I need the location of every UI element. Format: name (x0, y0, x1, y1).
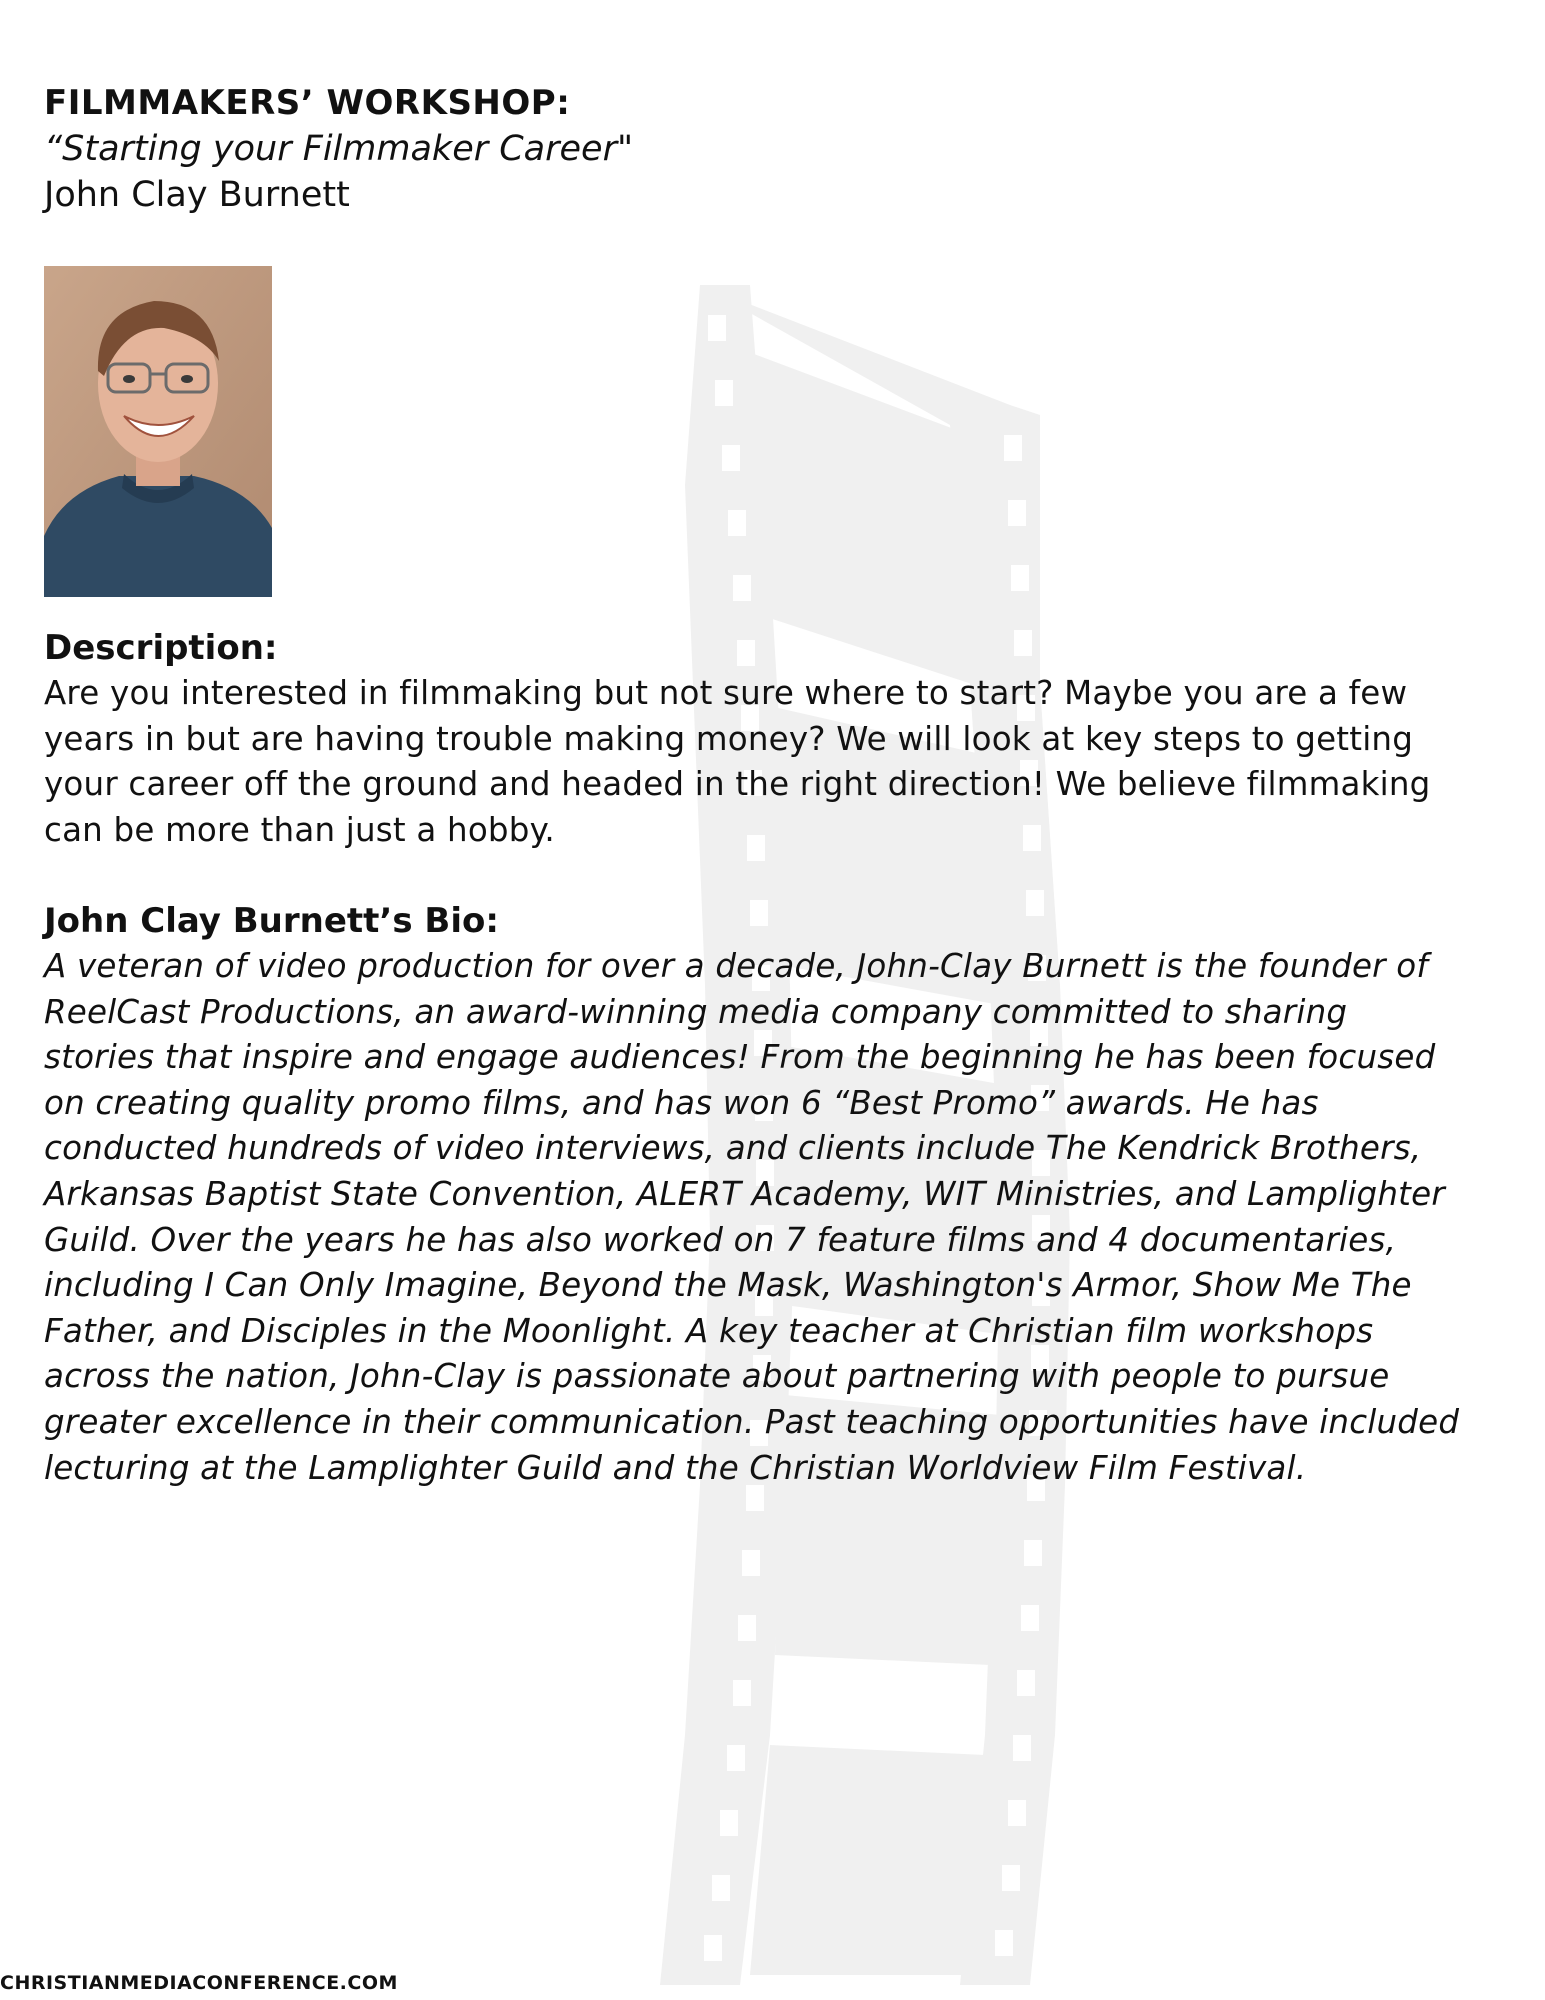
speaker-portrait-icon (44, 266, 272, 597)
speaker-name: John Clay Burnett (44, 175, 350, 215)
bio-heading: John Clay Burnett’s Bio: (44, 901, 499, 941)
workshop-title: FILMMAKERS’ WORKSHOP: (44, 83, 571, 123)
description-heading: Description: (44, 628, 278, 668)
document-content (44, 80, 1464, 1487)
footer-website: CHRISTIANMEDIACONFERENCE.COM (0, 1972, 398, 1994)
session-title: “Starting your Filmmaker Career" (44, 129, 634, 169)
bio-text: A veteran of video production for over a decade, John-Clay Burnett is the founder of ReelCast Productions, an award-winning media company committed to sharing stories that inspire and engage audiences! From the beginning he has been focused on creating quality promo films, and has won 6 “Best Promo” awards. He has conducted hundreds of video interviews, and clients include The Kendrick Brothers, Arkansas Baptist State Convention, ALERT Academy, WIT Ministries, and Lamplighter Guild. Over the years he has also worked on 7 feature films and 4 documentaries, including I Can Only Imagine, Beyond the Mask, Washington's Armor, Show Me The Father, and Disciples in the Moonlight. A key teacher at Christian film workshops across the nation, John-Clay is passionate about partnering with people to pursue greater excellence in their communication. Past teaching opportunities have included lecturing at the Lamplighter Guild and the Christian Worldview Film Festival. (44, 947, 1460, 1487)
description-text: Are you interested in filmmaking but not sure where to start? Maybe you are a few years in but are having trouble making money? We will look at key steps to getting your career off the ground and headed in the right direction! We believe filmmaking can be more than just a hobby. (44, 674, 1431, 849)
